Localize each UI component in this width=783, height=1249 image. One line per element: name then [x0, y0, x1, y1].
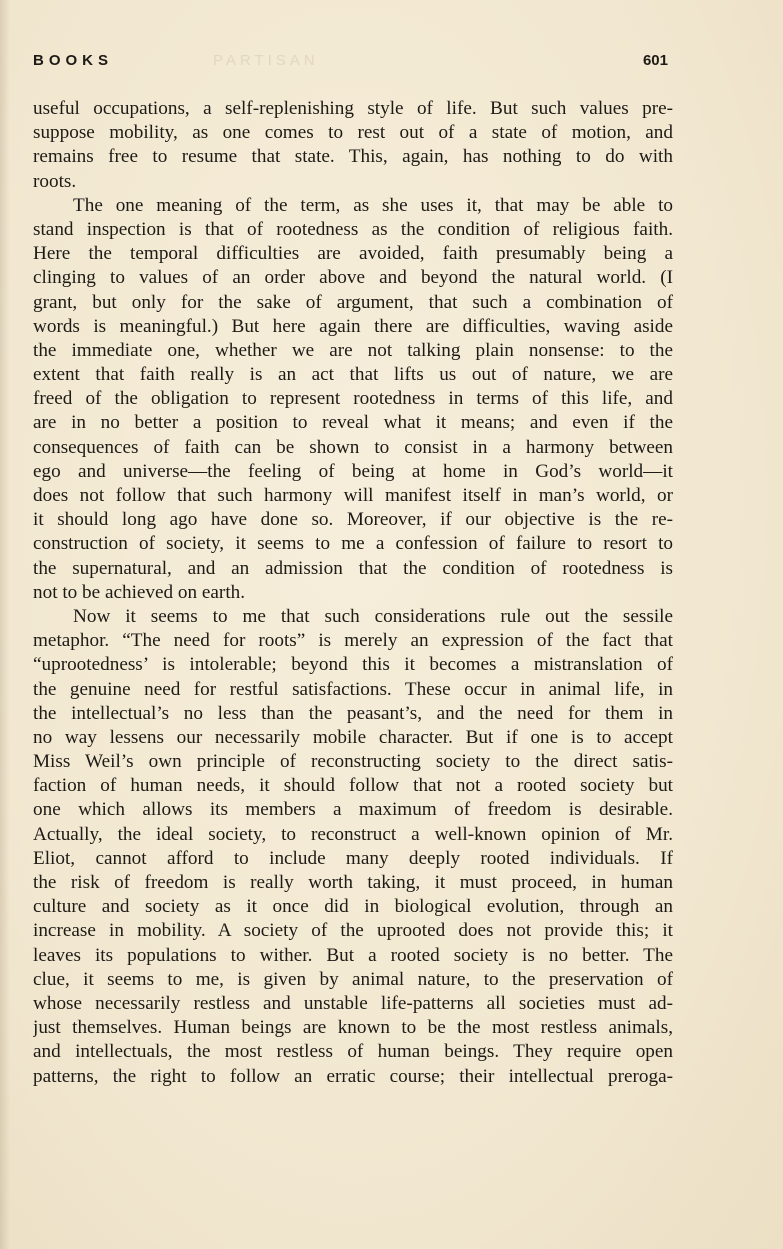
text-line: the immediate one, whether we are not talking plain nonsense: to the — [33, 339, 673, 361]
text-line: remains free to resume that state. This, again, has nothing to do with — [33, 146, 673, 168]
text-line: roots. — [33, 170, 77, 192]
spine-shadow — [0, 0, 10, 1249]
text-line: clinging to values of an order above and beyond the natural world. (I — [33, 267, 673, 289]
text-line: Now it seems to me that such considerations rule out the sessile — [73, 605, 673, 627]
text-line: the risk of freedom is really worth taking, it must proceed, in human — [33, 872, 673, 893]
bleed-through-text: PARTISAN — [213, 52, 319, 69]
running-head — [33, 52, 663, 74]
text-line: Actually, the ideal society, to reconstruct a well-known opinion of Mr. — [33, 823, 673, 845]
text-line: and intellectuals, the most restless of human beings. They require open — [33, 1041, 673, 1063]
text-line: patterns, the right to follow an erratic course; their intellectual preroga- — [33, 1065, 673, 1087]
text-line: whose necessarily restless and unstable life-patterns all societies must ad- — [33, 992, 673, 1014]
text-line: suppose mobility, as one comes to rest out of a state of motion, and — [33, 122, 673, 144]
text-line: the intellectual’s no less than the peasant’s, and the need for them in — [33, 702, 673, 724]
text-line: grant, but only for the sake of argument, that such a combination of — [33, 291, 673, 313]
text-line: culture and society as it once did in biological evolution, through an — [33, 896, 673, 918]
running-head-section: BOOKS — [33, 52, 114, 69]
text-line: not to be achieved on earth. — [33, 581, 246, 603]
text-line: consequences of faith can be shown to consist in a harmony between — [33, 436, 673, 458]
text-line: useful occupations, a self-replenishing style of life. But such values pre- — [33, 98, 673, 119]
text-line: freed of the obligation to represent rootedness in terms of this life, and — [33, 388, 673, 410]
text-line: increase in mobility. A society of the uprooted does not provide this; it — [33, 920, 673, 942]
text-line: words is meaningful.) But here again there are difficulties, waving aside — [33, 315, 673, 337]
text-line: it should long ago have done so. Moreover, if our objective is the re- — [33, 509, 673, 531]
text-line: stand inspection is that of rootedness as the condition of religious faith. — [33, 218, 673, 240]
text-line: metaphor. “The need for roots” is merely an expression of the fact that — [33, 630, 673, 652]
text-line: does not follow that such harmony will manifest itself in man’s world, or — [33, 485, 673, 506]
text-line: the genuine need for restful satisfactions. These occur in animal life, in — [33, 678, 673, 700]
text-line: one which allows its members a maximum of freedom is desirable. — [33, 799, 673, 821]
text-line: extent that faith really is an act that lifts us out of nature, we are — [33, 364, 673, 386]
body-text — [33, 97, 673, 1089]
text-line: just themselves. Human beings are known to be the most restless animals, — [33, 1017, 673, 1039]
text-line: no way lessens our necessarily mobile character. But if one is to accept — [33, 726, 673, 748]
text-line: “uprootedness’ is intolerable; beyond this it becomes a mistranslation of — [33, 654, 673, 676]
text-line: Eliot, cannot afford to include many deeply rooted individuals. If — [33, 847, 673, 869]
text-line: leaves its populations to wither. But a rooted society is no better. The — [33, 944, 673, 966]
text-line: Here the temporal difficulties are avoided, faith presumably being a — [33, 243, 673, 265]
page-number: 601 — [642, 52, 668, 69]
text-line: The one meaning of the term, as she uses it, that may be able to — [73, 194, 673, 216]
text-line: Miss Weil’s own principle of reconstructing society to the direct satis- — [33, 751, 673, 773]
text-line: are in no better a position to reveal what it means; and even if the — [33, 412, 673, 434]
text-line: faction of human needs, it should follow that not a rooted society but — [33, 775, 673, 797]
text-line: the supernatural, and an admission that the condition of rootedness is — [33, 557, 673, 579]
text-line: clue, it seems to me, is given by animal nature, to the preservation of — [33, 968, 673, 990]
text-line: construction of society, it seems to me a confession of failure to resort to — [33, 533, 673, 555]
text-line: ego and universe—the feeling of being at home in God’s world—it — [33, 460, 673, 482]
